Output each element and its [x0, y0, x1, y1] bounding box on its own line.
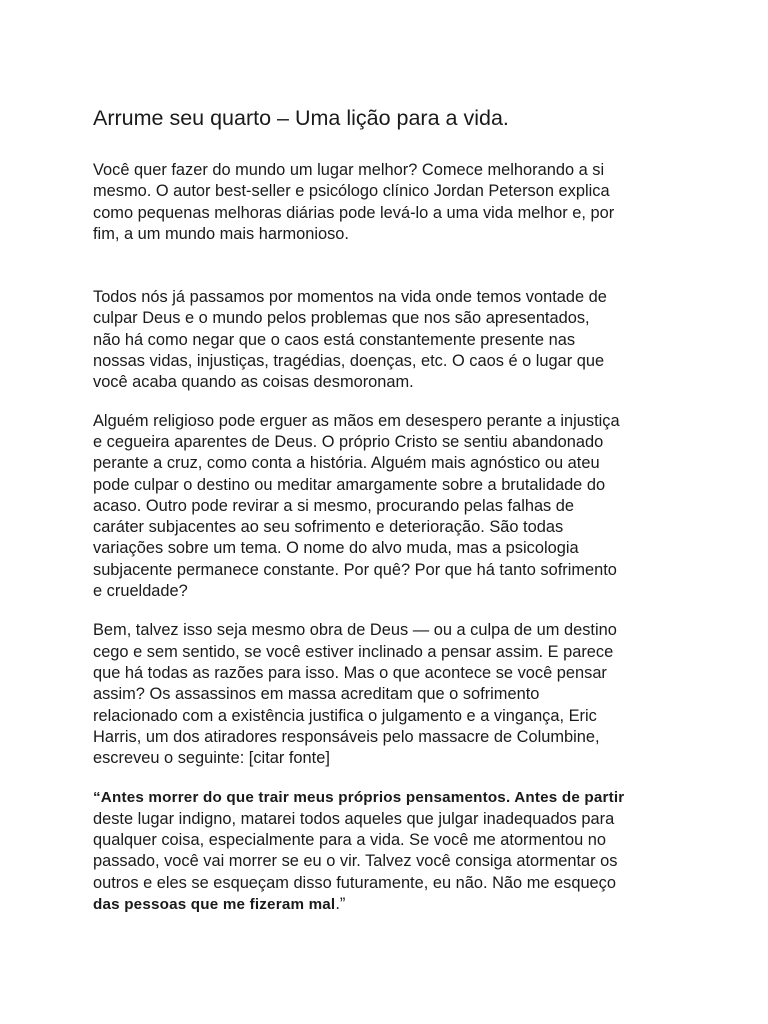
text-line: outros e eles se esqueçam disso futuramente, eu não. Não me esqueço [93, 873, 616, 892]
text-line: acaso. Outro pode revirar a si mesmo, procurando pelas falhas de [93, 496, 575, 515]
document-title: Arrume seu quarto – Uma lição para a vida. [93, 106, 509, 130]
text-line: Harris, um dos atiradores responsáveis pelo massacre de Columbine, [93, 727, 600, 746]
text-line: passado, você vai morrer se eu o vir. Talvez você consiga atormentar os [93, 852, 618, 871]
text-line: subjacente permanece constante. Por quê? Por que há tanto sofrimento [93, 560, 617, 579]
text-line: fim, a um mundo mais harmonioso. [93, 224, 349, 243]
text-line: caráter subjacentes ao seu sofrimento e deterioração. São todas [93, 518, 564, 537]
text-line: Bem, talvez isso seja mesmo obra de Deus — ou a culpa de um destino [93, 621, 617, 640]
text-line: mesmo. O autor best-seller e psicólogo clínico Jordan Peterson explica [93, 182, 610, 201]
paragraph-intro [93, 160, 681, 245]
paragraph-columbine [93, 620, 681, 769]
document-page [93, 104, 681, 915]
text-line: assim? Os assassinos em massa acreditam que o sofrimento [93, 685, 540, 704]
text-line: relacionado com a existência justifica o julgamento e a vingança, Eric [93, 706, 597, 725]
text-line: variações sobre um tema. O nome do alvo muda, mas a psicologia [93, 539, 579, 558]
text-line: qualquer coisa, especialmente para a vida. Se você me atormentou no [93, 831, 606, 850]
text-line: nossas vidas, injustiças, tragédias, doenças, etc. O caos é o lugar que [93, 352, 605, 371]
quote-block [93, 787, 681, 915]
quote-last-line [93, 894, 681, 915]
paragraph-religion [93, 411, 681, 603]
text-line: Alguém religioso pode erguer as mãos em desespero perante a injustiça [93, 411, 620, 430]
quote-bold-start: “Antes morrer do que trair meus próprios pensamentos. Antes de partir [93, 789, 625, 807]
quote-end-mark: .” [335, 894, 346, 913]
text-line: escreveu o seguinte: [citar fonte] [93, 749, 330, 768]
text-line: como pequenas melhoras diárias pode levá-lo a uma vida melhor e, por [93, 203, 615, 222]
text-line: Você quer fazer do mundo um lugar melhor? Comece melhorando a si [93, 161, 605, 179]
text-line: perante a cruz, como conta a história. Alguém mais agnóstico ou ateu [93, 454, 600, 473]
text-line: não há como negar que o caos está constantemente presente nas [93, 330, 576, 349]
text-line: cego e sem sentido, se você estiver inclinado a pensar assim. E parece [93, 642, 614, 661]
text-line: você acaba quando as coisas desmoronam. [93, 373, 414, 392]
text-line: e cegueira aparentes de Deus. O próprio Cristo se sentiu abandonado [93, 432, 604, 451]
paragraph-chaos [93, 287, 681, 393]
text-line: culpar Deus e o mundo pelos problemas que nos são apresentados, [93, 309, 590, 328]
text-line: deste lugar indigno, matarei todos aqueles que julgar inadequados para [93, 809, 615, 828]
text-line: e crueldade? [93, 582, 188, 601]
quote-bold-end: das pessoas que me fizeram mal [93, 895, 336, 913]
text-line: pode culpar o destino ou meditar amargamente sobre a brutalidade do [93, 475, 606, 494]
text-line: Todos nós já passamos por momentos na vida onde temos vontade de [93, 288, 607, 307]
text-line: que há todas as razões para isso. Mas o que acontece se você pensar [93, 663, 607, 682]
